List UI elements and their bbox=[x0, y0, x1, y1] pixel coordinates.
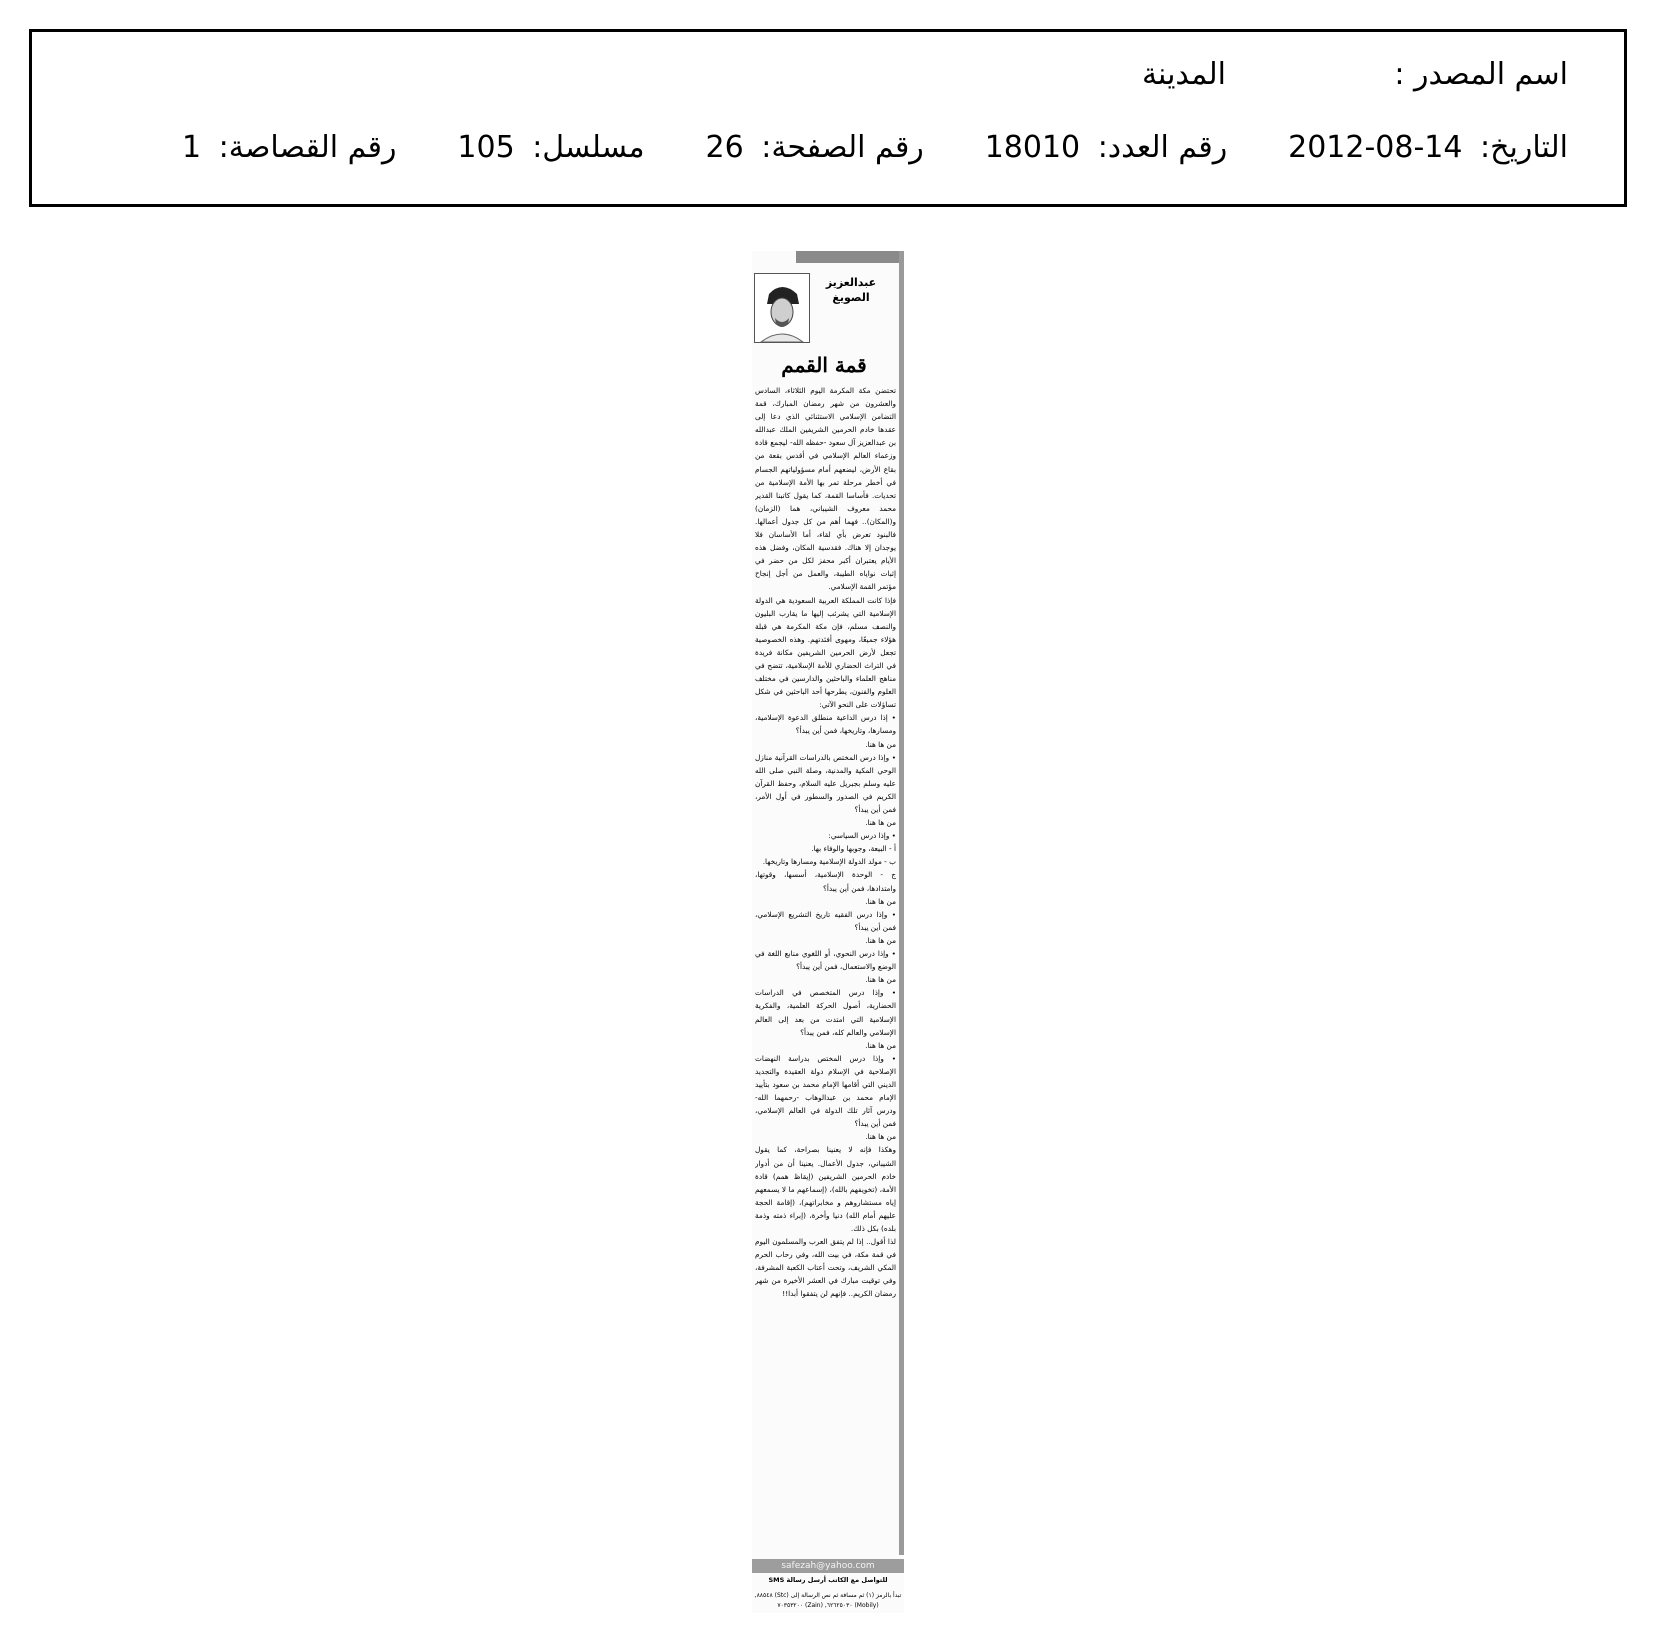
paragraph: فإذا كانت المملكة العربية السعودية هي الدولة الإسلامية التي يشرئب إليها ما يقارب البليون والنصف مسلم، فإن مكة المكرمة هي قبلة هؤلاء جميعًا، ومهوى أفئدتهم. وهذه الخصوصية تجعل لأرض الحرمين الشريفين مكانة فريدة في التراث الحضاري للأمة الإسلامية، تتضح في مناهج العلماء والباحثين والدارسين في مختلف العلوم والفنون، يطرحها أحد الباحثين في شكل تساؤلات على النحو الآتي: bbox=[755, 595, 896, 710]
source-metadata-box bbox=[29, 29, 1627, 207]
source-value: المدينة bbox=[1141, 57, 1226, 92]
paragraph: لذا أقول.. إذا لم يتفق العرب والمسلمون اليوم في قمة مكة، في بيت الله، وفي رحاب الحرم المكي الشريف، وتحت أعتاب الكعبة المشرفة، وفي توقيت مبارك في العشر الأخيرة من شهر رمضان الكريم.. فإنهم لن يتفقوا أبدا!! bbox=[755, 1237, 896, 1299]
column-header-bar bbox=[796, 251, 904, 263]
paragraph: تحتضن مكة المكرمة اليوم الثلاثاء، السادس والعشرون من شهر رمضان المبارك، قمة التضامن الإسلامي الاستثنائي الذي دعا إلى عقدها خادم الحرمين الشريفين الملك عبدالله بن عبدالعزيز آل سعود -حفظه الله- ليجمع قادة وزعماء العالم الإسلامي في أقدس بقعة من بقاع الأرض، ليضعهم أمام مسؤولياتهم الجسام في أخطر مرحلة تمر بها الأمة الإسلامية من تحديات. فأساسا القمة، كما يقول كاتبنا القدير محمد معروف الشيباني، هما (الزمان) و(المكان).. فهما أهم من كل جدول أعمالها. فالبنود تعرض بأي لقاء، أما الأساسان فلا يوجدان إلا هناك. فقدسية المكان، وفضل هذه الأيام يعتبران أكبر محفز لكل من حضر في إثبات نواياه الطيبة، والعمل من أجل إنجاح مؤتمر القمة الإسلامي. bbox=[755, 386, 896, 592]
author-portrait-icon bbox=[755, 274, 809, 342]
serial-value: 105 bbox=[457, 130, 515, 165]
paragraph: • إذا درس الداعية منطلق الدعوة الإسلامية، ومسارها، وتاريخها، فمن أين يبدأ؟ bbox=[755, 713, 896, 736]
paragraph: من ها هنا. bbox=[865, 1132, 896, 1142]
author-last-name: الصويغ bbox=[832, 291, 870, 304]
column-border-line bbox=[899, 251, 904, 1555]
paragraph: من ها هنا. bbox=[865, 935, 896, 945]
sms-contact-numbers: تبدأ بالرمز (١) ثم مسافة ثم نص الرسالة إلى (Stc) ٨٨٥٤٨, (Mobily) ٦٢٦٢٥٠٣٠, (Zain) ٧٠٣٥٣٢٠٠ bbox=[754, 1592, 902, 1609]
paragraph: ج - الوحدة الإسلامية، أسسها، وقوتها، وامتدادها، فمن أين يبدأ؟ bbox=[755, 870, 896, 893]
paragraph: • وإذا درس السياسي: bbox=[828, 831, 896, 841]
page-field bbox=[705, 130, 923, 166]
paragraph: وهكذا فإنه لا يعنينا بصراحة، كما يقول الشيباني، جدول الأعمال. يعنينا أن من أدوار خادم الحرمين الشريفين (إيقاظ همم) قادة الأمة، (تخويفهم بالله)، (إسماعهم ما لا يسمعهم إياه مستشاروهم و مخابراتهم)، (إقامة الحجة عليهم أمام الله) دنيا وأخرة، (إبراء ذمته وذمة بلده) بكل ذلك. bbox=[755, 1145, 896, 1233]
clip-number-label: رقم القصاصة: bbox=[218, 130, 397, 165]
date-value: 2012-08-14 bbox=[1288, 130, 1463, 165]
serial-field bbox=[457, 130, 644, 166]
issue-field bbox=[985, 130, 1227, 166]
newspaper-clipping bbox=[752, 251, 904, 1613]
serial-label: مسلسل: bbox=[532, 130, 645, 165]
paragraph: • وإذا درس النحوي، أو اللغوي منابع اللغة في الوضع والاستعمال، فمن أين يبدأ؟ bbox=[755, 949, 896, 972]
paragraph: من ها هنا. bbox=[865, 739, 896, 749]
paragraph: • وإذا درس المختص بالدراسات القرآنية منازل الوحي المكية والمدنية، وصلة النبي صلى الله عليه وسلم بجبريل عليه السلام، وحفظ القرآن الكريم في الصدور والسطور في أول الأمر، فمن أين يبدأ؟ bbox=[755, 752, 896, 814]
paragraph: • وإذا درس الفقيه تاريخ التشريع الإسلامي، فمن أين يبدأ؟ bbox=[755, 909, 896, 932]
paragraph: • وإذا درس المتخصص في الدراسات الحضارية، أصول الحركة العلمية، والفكرية الإسلامية التي امتدت من بعد إلى العالم الإسلامي والعالم كله، فمن يبدأ؟ bbox=[755, 988, 896, 1037]
clip-number-value: 1 bbox=[182, 130, 202, 165]
page-value: 26 bbox=[705, 130, 744, 165]
date-label: التاريخ: bbox=[1480, 130, 1568, 165]
date-field bbox=[1288, 130, 1568, 166]
sms-contact-note: للتواصل مع الكاتب أرسل رسالة SMS bbox=[768, 1576, 888, 1584]
source-label: اسم المصدر : bbox=[1394, 57, 1568, 92]
paragraph: من ها هنا. bbox=[865, 975, 896, 985]
paragraph: ب - مولد الدولة الإسلامية ومسارها وتاريخها. bbox=[762, 857, 896, 867]
author-photo bbox=[754, 273, 810, 343]
issue-label: رقم العدد: bbox=[1097, 130, 1228, 165]
page-label: رقم الصفحة: bbox=[761, 130, 924, 165]
metadata-row bbox=[182, 130, 1568, 166]
clip-number-field bbox=[182, 130, 396, 166]
author-name bbox=[812, 275, 890, 305]
author-email: safezah@yahoo.com bbox=[752, 1559, 904, 1573]
author-first-name: عبدالعزيز bbox=[825, 276, 877, 289]
paragraph: • وإذا درس المختص بدراسة النهضات الإصلاحية في الإسلام دولة العقيدة والتجديد الديني التي أقامها الإمام محمد بن سعود بتأييد الإمام محمد بن عبدالوهاب -رحمهما الله- ودرس آثار تلك الدولة في العالم الإسلامي، فمن أين يبدأ؟ bbox=[755, 1053, 896, 1129]
paragraph: أ - البيعة، وجوبها والوفاء بها. bbox=[811, 844, 896, 854]
article-title: قمة القمم bbox=[781, 353, 867, 377]
issue-value: 18010 bbox=[984, 130, 1081, 165]
paragraph: من ها هنا. bbox=[865, 1040, 896, 1050]
paragraph: من ها هنا. bbox=[865, 896, 896, 906]
paragraph: من ها هنا. bbox=[865, 818, 896, 828]
article-body bbox=[755, 384, 896, 1553]
